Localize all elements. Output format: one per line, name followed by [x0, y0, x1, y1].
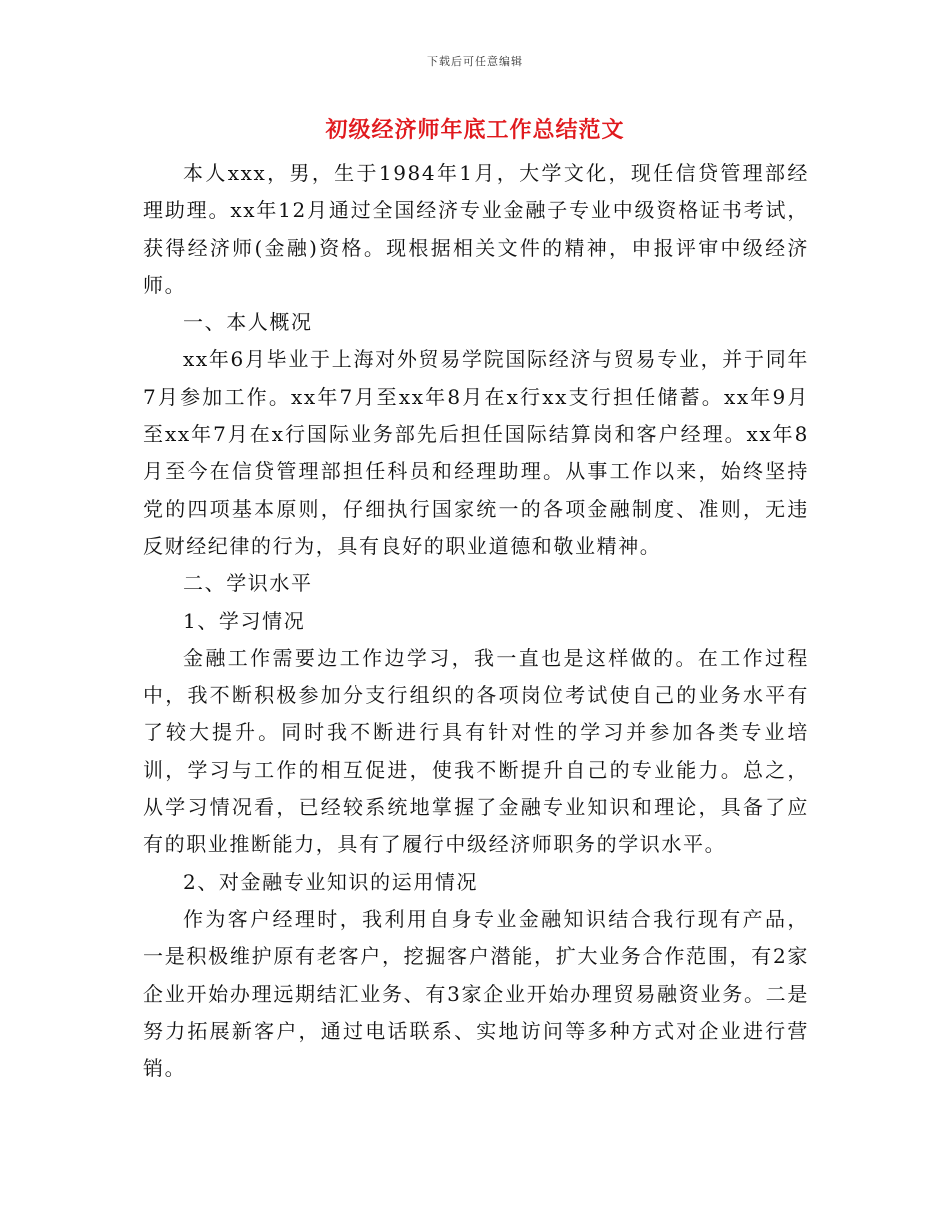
- section-heading-knowledge: 二、学识水平: [183, 571, 313, 596]
- page-header-note: 下载后可任意编辑: [427, 55, 523, 68]
- paragraph-intro: 本人xxx，男，生于1984年1月，大学文化，现任信贷管理部经理助理。xx年12月通过全国经济专业金融子专业中级资格证书考试，获得经济师(金融)资格。现根据相关文件的精神，申报评审中级经济师。: [143, 161, 809, 297]
- paragraph-overview: xx年6月毕业于上海对外贸易学院国际经济与贸易专业，并于同年7月参加工作。xx年7月至xx年8月在x行xx支行担任储蓄。xx年9月至xx年7月在x行国际业务部先后担任国际结算岗和客户经理。xx年8月至今在信贷管理部担任科员和经理助理。从事工作以来，始终坚持党的四项基本原则，仔细执行国家统一的各项金融制度、准则，无违反财经纪律的行为，具有良好的职业道德和敬业精神。: [143, 347, 809, 558]
- section-heading-overview: 一、本人概况: [183, 310, 313, 335]
- paragraph-study: 金融工作需要边工作边学习，我一直也是这样做的。在工作过程中，我不断积极参加分支行组织的各项岗位考试使自己的业务水平有了较大提升。同时我不断进行具有针对性的学习并参加各类专业培训，学习与工作的相互促进，使我不断提升自己的专业能力。总之，从学习情况看，已经较系统地掌握了金融专业知识和理论，具备了应有的职业推断能力，具有了履行中级经济师职务的学识水平。: [143, 645, 809, 857]
- subheading-study: 1、学习情况: [183, 608, 306, 633]
- subheading-application: 2、对金融专业知识的运用情况: [183, 869, 479, 894]
- document-body: [143, 155, 809, 1087]
- document-title: 初级经济师年底工作总结范文: [325, 117, 625, 143]
- paragraph-application: 作为客户经理时，我利用自身专业金融知识结合我行现有产品，一是积极维护原有老客户，挖掘客户潜能，扩大业务合作范围，有2家企业开始办理远期结汇业务、有3家企业开始办理贸易融资业务。二是努力拓展新客户，通过电话联系、实地访问等多种方式对企业进行营销。: [143, 906, 809, 1081]
